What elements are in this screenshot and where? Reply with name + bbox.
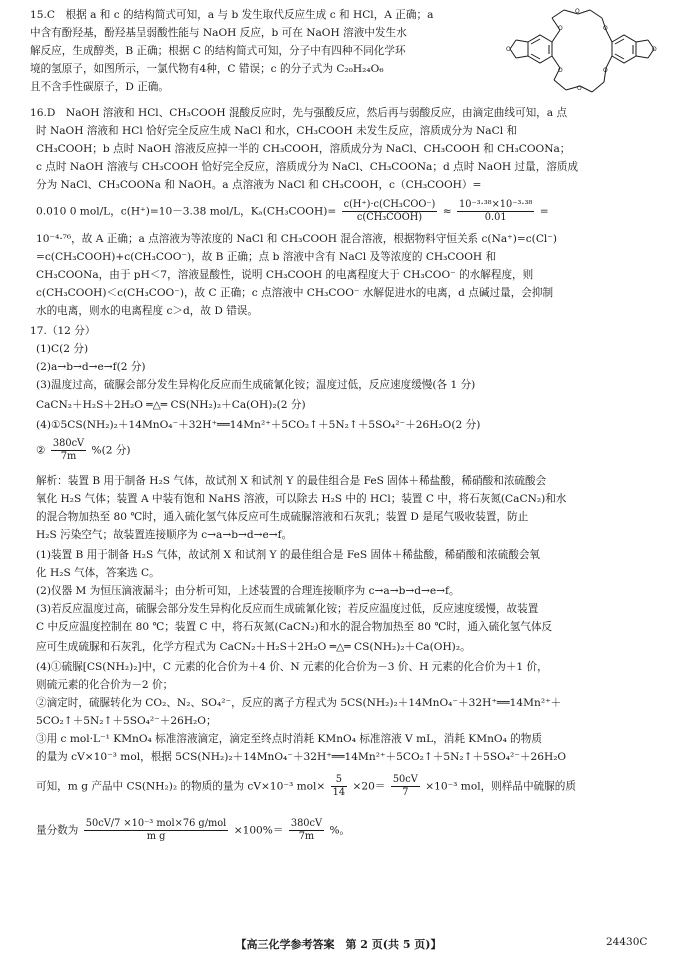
q15-line-4: 境的氢原子，如图所示，一氯代物有4种，C 错误；c 的分子式为 C₂₀H₂₄O₆ [30,63,384,75]
paper-code: 24430C [606,936,648,948]
q17-explain-6: 化 H₂S 气体，答案选 C。 [36,567,160,579]
q16-line-8: =c(CH₃COOH)+c(CH₃COO⁻)，故 B 正确；点 b 溶液中含有 NaCl 及等浓度的 CH₃COOH 和 [36,251,497,263]
q17-explain-9: C 中反应温度控制在 80 ℃；装置 C 中，将石灰氮(CaCN₂)和水的混合物加热至 80 ℃时，通入硫化氢气体反 [36,621,553,633]
q17-answer-1: (1)C(2 分) [36,343,89,355]
answer-4-numerator: 380cV [52,438,85,449]
q16-line-5: 分为 NaCl、CH₃COONa 和 NaOH。a 点溶液为 NaCl 和 CH₃COOH，c（CH₃COOH）= [36,179,482,191]
q17-explain-11: (4)①硫脲[CS(NH₂)₂]中，C 元素的化合价为＋4 价、N 元素的化合价为－3 价、H 元素的化合价为＋1 价， [36,661,548,673]
mass-fraction-denominator: m g [146,831,166,842]
q17-explain-12: 则硫元素的化合价为－2 价； [36,679,174,691]
q17-answer-2: (2)a→b→d→e→f(2 分) [36,361,146,373]
mass-fraction [84,818,229,843]
approx-sign: ≈ [442,205,452,218]
ka-denominator: c(CH₃COOH) [356,212,423,223]
ka-value-fraction [457,199,534,224]
answer-4-marker: ② [36,444,46,457]
q15-line-2: 中含有酚羟基，酚羟基呈弱酸性能与 NaOH 反应，b 可在 NaOH 溶液中发生水 [30,27,407,39]
result-fraction [289,818,324,843]
answer-4-denominator: 7m [60,451,77,462]
q17-explain-5: (1)装置 B 用于制备 H₂S 气体，故试剂 X 和试剂 Y 的最佳组合是 FeS 固体＋稀盐酸，稀硝酸和浓硫酸会氧 [36,549,541,561]
q16-line-3: CH₃COOH；b 点时 NaOH 溶液反应掉一半的 CH₃COOH，溶质成分为 NaCl、CH₃COOH 和 CH₃COONa； [36,143,571,155]
ratio-fraction [331,774,347,799]
q17-explain-7: (2)仪器 M 为恒压滴液漏斗；由分析可知，上述装置的合理连接顺序为 c→a→b→d→e→f。 [36,585,460,597]
q16-line-2: 时 NaOH 溶液和 HCl 恰好完全反应生成 NaCl 和水，CH₃COOH 未发生反应，溶质成分为 NaCl 和 [36,125,518,137]
moles-fraction [391,774,420,799]
q17-explain-17 [36,774,576,799]
ka-value-denominator: 0.01 [484,212,507,223]
q17-explain-1: 解析：装置 B 用于制备 H₂S 气体，故试剂 X 和试剂 Y 的最佳组合是 FeS 固体＋稀盐酸，稀硝酸和浓硫酸会 [36,475,547,487]
mass-fraction-numerator: 50cV/7 ×10⁻³ mol×76 g/mol [85,818,227,829]
q16-line-9: CH₃COONa，由于 pH＜7，溶液显酸性，说明 CH₃COOH 的电离程度大于 CH₃COO⁻ 的水解程度，则 [36,269,534,281]
q16-line-1: 16.D NaOH 溶液和 HCl、CH₃COOH 混酸反应时，先与强酸反应，然后再与弱酸反应，由滴定曲线可知，a 点 [30,107,568,119]
moles-numerator: 50cV [392,774,418,785]
q17-explain-10: 应可生成硫脲和石灰乳，化学方程式为 CaCN₂＋H₂S＋2H₂O ═△═ CS(NH₂)₂＋Ca(OH)₂。 [36,641,471,653]
q17-explain-16: 的量为 cV×10⁻³ mol，根据 5CS(NH₂)₂＋14MnO₄⁻＋32H⁺══14Mn²⁺＋5CO₂↑＋5N₂↑＋5SO₄²⁻＋26H₂O [36,751,567,763]
moles-lead: 可知，m g 产品中 CS(NH₂)₂ 的物质的量为 cV×10⁻³ mol× [36,780,326,793]
q17-explain-2: 氧化 H₂S 气体；装置 A 中装有饱和 NaHS 溶液，可以除去 H₂S 中的 HCl；装置 C 中，将石灰氮(CaCN₂)和水 [36,493,567,505]
result-denominator: 7m [298,831,315,842]
q16-line-7: 10⁻⁴·⁷⁶，故 A 正确；a 点溶液为等浓度的 NaCl 和 CH₃COOH 混合溶液，根据物料守恒关系 c(Na⁺)=c(Cl⁻) [36,233,558,245]
q16-line-10: c(CH₃COOH)＜c(CH₃COO⁻)，故 C 正确；c 点溶液中 CH₃COO⁻ 水解促进水的电离，d 点碱过量，会抑制 [36,287,554,299]
q17-explain-3: 的混合物加热至 80 ℃时，通入硫化氢气体反应可生成硫脲溶液和石灰乳；装置 D 是尾气吸收装置，防止 [36,511,529,523]
equals-sign: = [539,205,549,218]
q15-line-3: 解反应，生成醇类，B 正确；根据 C 的结构简式可知，分子中有四种不同化学环 [30,45,406,57]
molecule-structure-diagram [502,4,662,100]
svg-text:O: O [575,8,580,15]
answer-4-suffix: %(2 分) [91,444,131,457]
q15-line-1: 15.C 根据 a 和 c 的结构简式可知，a 与 b 发生取代反应生成 c 和 HCl，A 正确；a [30,9,434,21]
moles-denominator: 7 [402,787,409,798]
q15-line-5: 且不含手性碳原子，D 正确。 [30,81,169,93]
q17-explain-14: 5CO₂↑＋5N₂↑＋5SO₄²⁻＋26H₂O； [36,715,217,727]
ka-fraction [342,199,438,224]
q17-explain-13: ②滴定时，硫脲转化为 CO₂、N₂、SO₄²⁻，反应的离子方程式为 5CS(NH₂)₂＋14MnO₄⁻＋32H⁺══14Mn²⁺＋ [36,697,562,709]
page-footer: 【高三化学参考答案 第 2 页(共 5 页)】 [235,938,442,951]
q17-explain-4: H₂S 污染空气；故装置连接顺序为 c→a→b→d→e→f。 [36,529,293,541]
q17-explain-18 [36,818,350,843]
q17-answer-4: (4)①5CS(NH₂)₂＋14MnO₄⁻＋32H⁺══14Mn²⁺＋5CO₂↑＋5N₂↑＋5SO₄²⁻＋26H₂O(2 分) [36,419,481,431]
ratio-denominator: 14 [332,787,346,798]
q17-explain-8: (3)若反应温度过高，硫脲会部分发生异构化反应而生成硫氰化铵；若反应温度过低，反应速度缓慢，故装置 [36,603,539,615]
answer-4-fraction [51,438,86,463]
svg-text:O: O [603,25,608,32]
svg-text:O: O [558,25,563,32]
q17-explain-15: ③用 c mol·L⁻¹ KMnO₄ 标准溶液滴定，滴定至终点时消耗 KMnO₄ 标准溶液 V mL，消耗 KMnO₄ 的物质 [36,733,542,745]
svg-text:O: O [577,85,582,92]
times-twenty: ×20＝ [352,780,386,793]
result-suffix: %。 [329,824,351,837]
ka-numerator: c(H⁺)·c(CH₃COO⁻) [343,199,436,210]
mass-fraction-lead: 量分数为 [36,824,79,837]
svg-text:O: O [558,67,563,74]
ratio-numerator: 5 [331,774,347,787]
q17-answer-4-percent [36,438,131,463]
svg-text:O: O [652,46,657,53]
ka-expression-lead: 0.010 0 mol/L，c(H⁺)=10－3.38 mol/L，Kₐ(CH₃COOH)= [36,205,337,218]
q16-line-4: c 点时 NaOH 溶液与 CH₃COOH 恰好完全反应，溶质成分为 NaCl、CH₃COONa；d 点时 NaOH 过量，溶质成 [36,161,579,173]
result-numerator: 380cV [290,818,323,829]
svg-text:O: O [506,46,511,53]
q17-heading: 17.（12 分） [30,325,96,337]
times-hundred: ×100%＝ [233,824,284,837]
svg-text:O: O [603,67,608,74]
ka-value-numerator: 10⁻³·³⁸×10⁻³·³⁸ [459,199,533,210]
moles-tail: ×10⁻³ mol，则样品中硫脲的质 [425,780,576,793]
q17-answer-3-equation: CaCN₂＋H₂S＋2H₂O ═△═ CS(NH₂)₂＋Ca(OH)₂(2 分) [36,399,306,411]
q17-answer-3: (3)温度过高，硫脲会部分发生异构化反应而生成硫氰化铵；温度过低，反应速度缓慢(各 1 分) [36,379,476,391]
q16-line-11: 水的电离，则水的电离程度 c＞d，故 D 错误。 [36,305,258,317]
q16-line-6 [36,199,549,224]
